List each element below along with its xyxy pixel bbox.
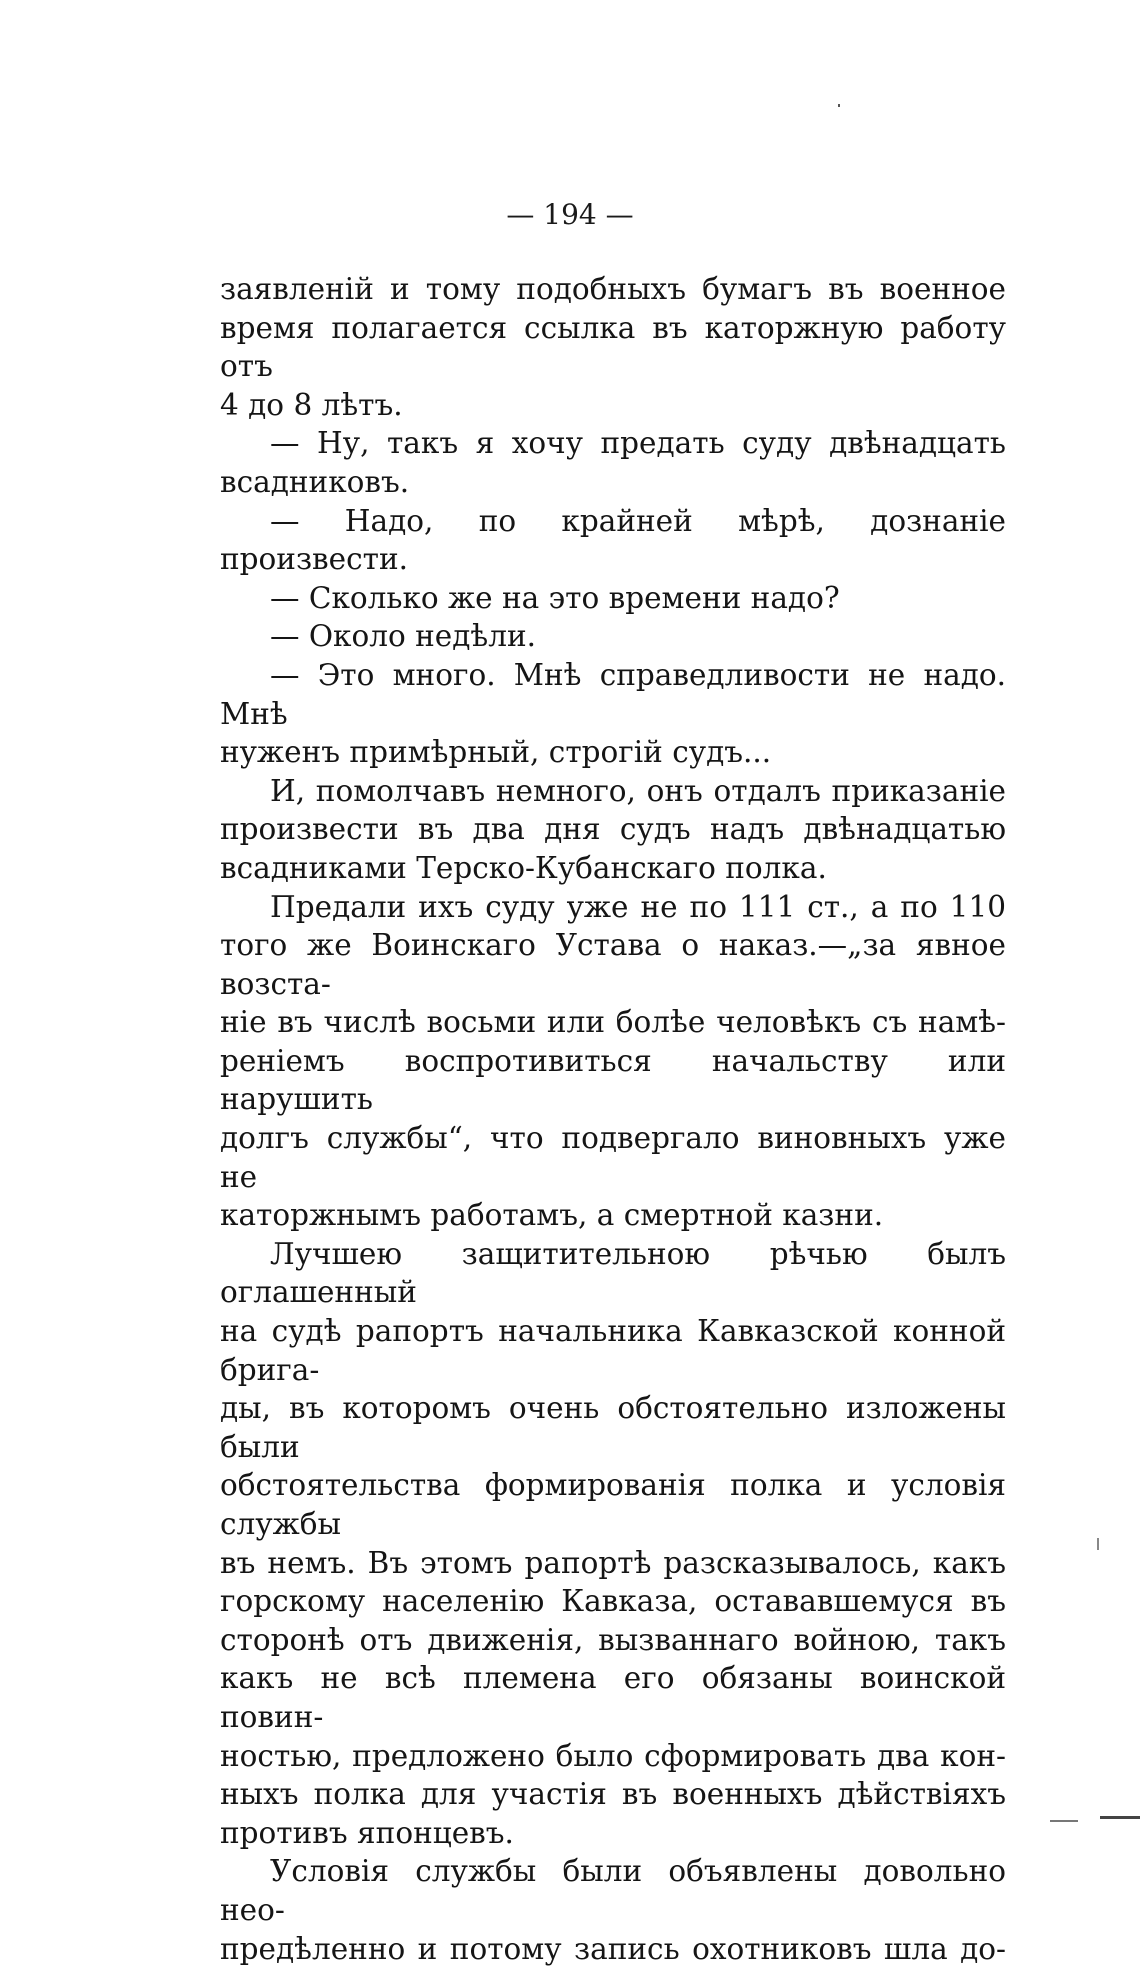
text-line: — Около недѣли. — [270, 619, 536, 654]
text-line: — Ну, такъ я хочу предать суду двѣнадцать — [270, 426, 1006, 461]
text-line: всадниками Терско-Кубанскаго полка. — [220, 850, 827, 885]
text-line: реніемъ воспротивиться начальству или нарушить — [220, 1043, 1006, 1117]
text-line: произвести въ два дня судъ надъ двѣнадцатью — [220, 812, 1006, 847]
text-line: всадниковъ. — [220, 464, 410, 499]
scan-mark — [1100, 1816, 1140, 1819]
text-line: того же Воинскаго Устава о наказ.—„за явное возста- — [220, 928, 1006, 1001]
text-line: каторжнымъ работамъ, а смертной казни. — [220, 1198, 884, 1233]
text-line: горскому населенію Кавказа, остававшемуся въ — [220, 1584, 1006, 1619]
text-line: Лучшею защитительною рѣчью былъ оглашенный — [220, 1236, 1006, 1310]
text-line: 4 до 8 лѣтъ. — [220, 387, 403, 422]
text-line: на судѣ рапортъ начальника Кавказской конной брига- — [220, 1314, 1006, 1387]
text-line: — Это много. Мнѣ справедливости не надо. Мнѣ — [220, 657, 1006, 731]
body-text — [220, 270, 1006, 1968]
text-line: Предали ихъ суду уже не по 111 ст., а по 110 — [270, 889, 1006, 924]
text-line: предѣленно и потому запись охотниковъ шла до- — [220, 1931, 1006, 1966]
text-line: сторонѣ отъ движенія, вызваннаго войною, такъ — [220, 1622, 1006, 1657]
scan-mark — [838, 104, 840, 107]
text-line: ніе въ числѣ восьми или болѣе человѣкъ съ намѣ- — [220, 1005, 1006, 1040]
text-line: заявленій и тому подобныхъ бумагъ въ военное — [220, 272, 1006, 306]
text-line: время полагается ссылка въ каторжную работу отъ — [220, 310, 1006, 384]
text-line: — Надо, по крайней мѣрѣ, дознаніе произвести. — [220, 503, 1006, 577]
text-line: въ немъ. Въ этомъ рапортѣ разсказывалось, какъ — [220, 1545, 1006, 1580]
text-line: И, помолчавъ немного, онъ отдалъ приказаніе — [270, 773, 1006, 808]
text-line: Условія службы были объявлены довольно нео- — [220, 1854, 1006, 1927]
text-line: ды, въ которомъ очень обстоятельно изложены были — [220, 1391, 1006, 1464]
scan-mark — [1097, 1538, 1099, 1550]
scan-mark — [1050, 1820, 1078, 1822]
page-number: — 194 — — [506, 198, 634, 231]
text-line: — Сколько же на это времени надо? — [270, 580, 840, 615]
text-line: долгъ службы“, что подвергало виновныхъ уже не — [220, 1121, 1006, 1194]
text-line: ностью, предложено было сформировать два кон- — [220, 1738, 1006, 1773]
text-line: противъ японцевъ. — [220, 1815, 514, 1850]
text-line: обстоятельства формированія полка и условія службы — [220, 1468, 1006, 1541]
text-line: какъ не всѣ племена его обязаны воинской повин- — [220, 1661, 1006, 1734]
text-line: ныхъ полка для участія въ военныхъ дѣйствіяхъ — [220, 1777, 1006, 1812]
text-line: нуженъ примѣрный, строгій судъ... — [220, 735, 772, 770]
